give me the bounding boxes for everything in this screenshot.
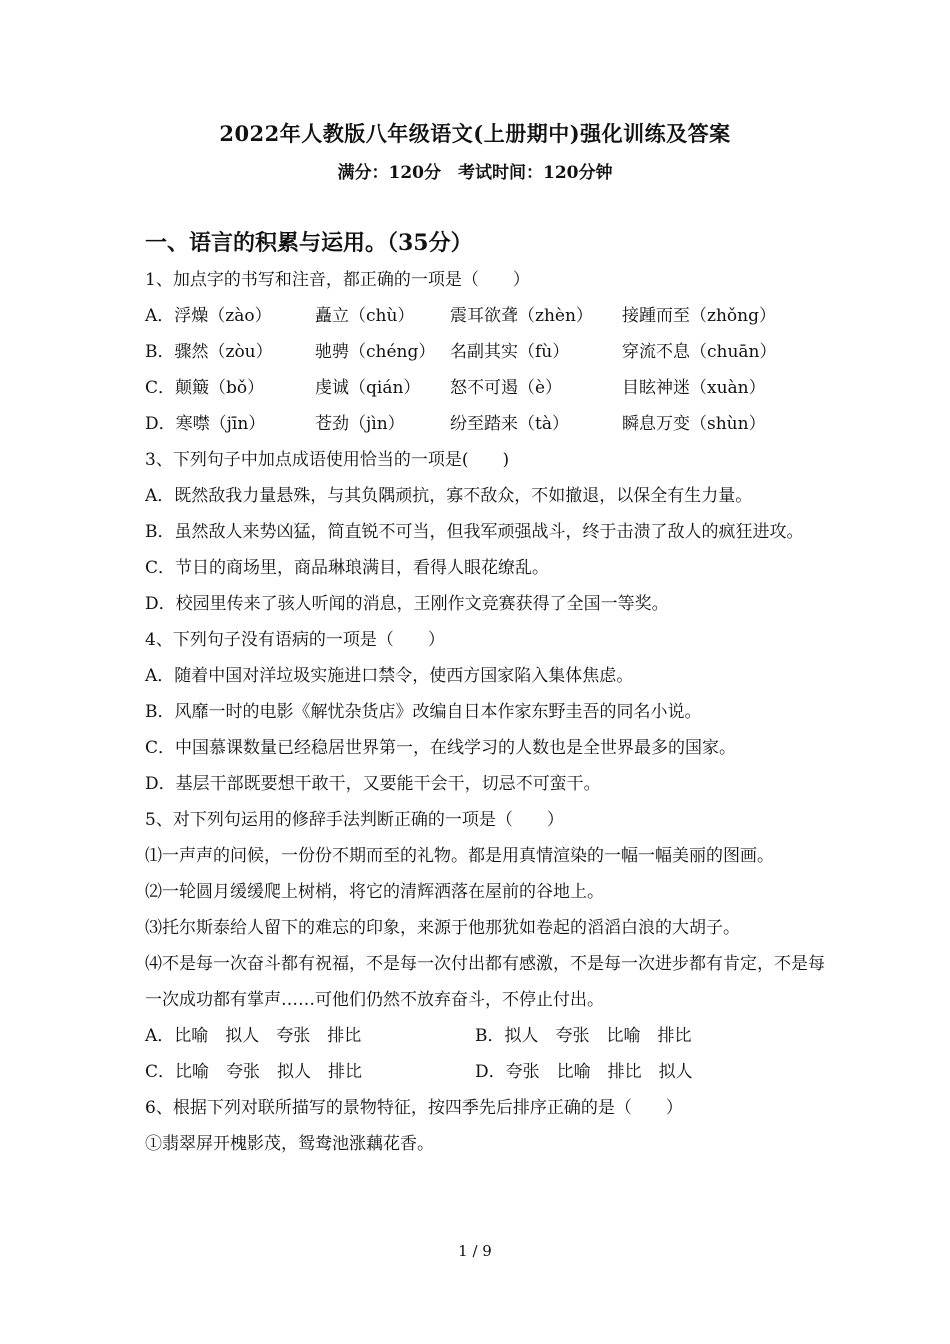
q1-d-word-1: D．寒噤（jīn） [145,414,266,434]
q5-sentence-4: ⑷不是每一次奋斗都有祝福，不是每一次付出都有感激，不是每一次进步都有肯定，不是每一次成功都有掌声……可他们仍然不放弃奋斗，不停止付出。 [145,954,825,1010]
q6-item-1: ①翡翠屏开槐影茂，鸳鸯池涨藕花香。 [145,1134,434,1154]
q1-c-word-2: 虔诚（qián） [315,378,421,398]
q1-stem: 1、加点字的书写和注音，都正确的一项是（ ） [145,270,530,290]
q1-a-word-2: 矗立（chù） [315,306,415,326]
q5-option-c: C．比喻 夸张 拟人 排比 [145,1062,363,1082]
q1-b-word-1: B．骤然（zòu） [145,342,273,362]
q5-options-row-1 [145,1018,825,1054]
document-title: 2022年人教版八年级语文(上册期中)强化训练及答案 [219,121,731,146]
q3-option-d: D．校园里传来了骇人听闻的消息，王刚作文竞赛获得了全国一等奖。 [145,594,669,614]
q5-sentence-2: ⑵一轮圆月缓缓爬上树梢，将它的清辉洒落在屋前的谷地上。 [145,882,604,902]
page-number: 1 / 9 [458,1242,492,1260]
section-heading: 一、语言的积累与运用。（35分） [145,230,473,256]
q3-option-b: B．虽然敌人来势凶猛，简直锐不可当，但我军顽强战斗，终于击溃了敌人的疯狂进攻。 [145,522,804,542]
q1-b-word-3: 名副其实（fù） [450,342,570,362]
q1-a-word-3: 震耳欲聋（zhèn） [450,306,593,326]
q3-option-a: A．既然敌我力量悬殊，与其负隅顽抗，寡不敌众，不如撤退，以保全有生力量。 [145,486,753,506]
q4-option-d: D．基层干部既要想干敢干，又要能干会干，切忌不可蛮干。 [145,774,601,794]
q1-d-word-2: 苍劲（jìn） [315,414,405,434]
q1-option-row-d [145,406,825,442]
q1-d-word-3: 纷至踏来（tà） [450,414,569,434]
q5-options-row-2 [145,1054,825,1090]
q1-a-word-1: A．浮燥（zào） [145,306,272,326]
question-content [145,262,825,1162]
q4-option-b: B．风靡一时的电影《解忧杂货店》改编自日本作家东野圭吾的同名小说。 [145,702,702,722]
q1-option-row-b [145,334,825,370]
q1-a-word-4: 接踵而至（zhǒng） [622,306,776,326]
q3-option-c: C．节日的商场里，商品琳琅满目，看得人眼花缭乱。 [145,558,550,578]
q5-stem: 5、对下列句运用的修辞手法判断正确的一项是（ ） [145,810,564,830]
document-subtitle: 满分：120分 考试时间：120分钟 [337,163,613,183]
q5-sentence-3: ⑶托尔斯泰给人留下的难忘的印象，来源于他那犹如卷起的滔滔白浪的大胡子。 [145,918,740,938]
q4-option-a: A．随着中国对洋垃圾实施进口禁令，使西方国家陷入集体焦虑。 [145,666,634,686]
q1-d-word-4: 瞬息万变（shùn） [622,414,766,434]
q1-b-word-2: 驰骋（chéng） [315,342,436,362]
q6-stem: 6、根据下列对联所描写的景物特征，按四季先后排序正确的是（ ） [145,1098,683,1118]
q1-b-word-4: 穿流不息（chuān） [622,342,777,362]
q1-option-row-a [145,298,825,334]
q5-option-b: B．拟人 夸张 比喻 排比 [475,1026,692,1046]
q3-stem: 3、下列句子中加点成语使用恰当的一项是( ) [145,450,510,470]
q1-option-row-c [145,370,825,406]
q5-sentence-1: ⑴一声声的问候，一份份不期而至的礼物。都是用真情渲染的一幅一幅美丽的图画。 [145,846,774,866]
q1-c-word-4: 目眩神迷（xuàn） [622,378,766,398]
q4-option-c: C．中国慕课数量已经稳居世界第一，在线学习的人数也是全世界最多的国家。 [145,738,737,758]
q1-c-word-1: C．颠簸（bǒ） [145,378,265,398]
q1-c-word-3: 怒不可遏（è） [450,378,563,398]
q4-stem: 4、下列句子没有语病的一项是（ ） [145,630,445,650]
q5-option-d: D．夸张 比喻 排比 拟人 [475,1062,693,1082]
q5-option-a: A．比喻 拟人 夸张 排比 [145,1026,362,1046]
